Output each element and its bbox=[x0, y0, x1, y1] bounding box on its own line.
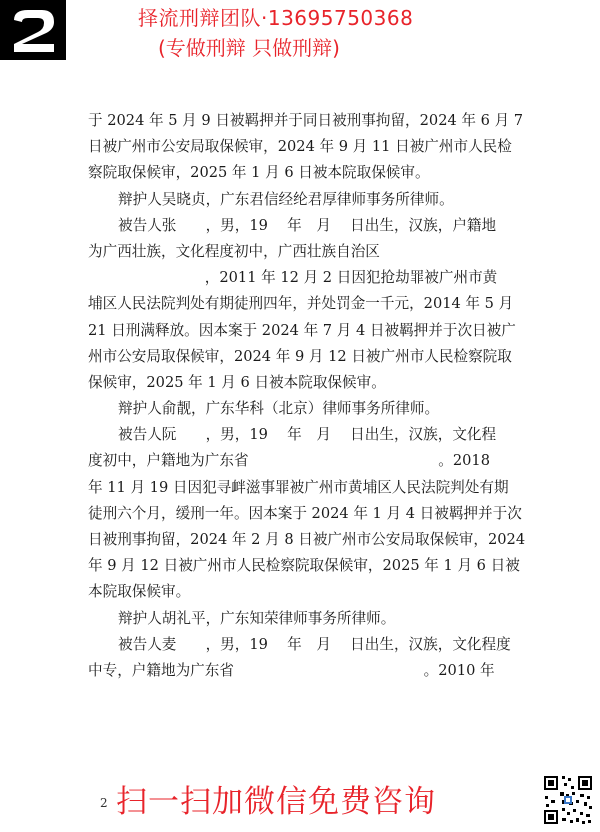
text-line: 埔区人民法院判处有期徒刑四年，并处罚金一千元，2014 年 5 月 bbox=[88, 295, 514, 313]
paragraph-start-line: 辩护人胡礼平，广东知荣律师事务所律师。 bbox=[118, 609, 396, 627]
text-line: 度初中，户籍地为广东省 。2018 bbox=[88, 452, 490, 470]
text-line: 日被广州市公安局取保候审，2024 年 9 月 11 日被广州市人民检 bbox=[88, 138, 512, 156]
paragraph-start-line: 被告人阮 ，男，19 年 月 日出生，汉族，文化程 bbox=[118, 426, 497, 444]
header-slogan: (专做刑辩 只做刑辩) bbox=[158, 36, 340, 60]
text-line: 年 9 月 12 日被广州市人民检察院取保候审，2025 年 1 月 6 日被 bbox=[88, 557, 520, 575]
text-line: 于 2024 年 5 月 9 日被羁押并于同日被刑事拘留，2024 年 6 月 7 bbox=[88, 112, 524, 129]
text-line: 徒刑六个月，缓刑一年。因本案于 2024 年 1 月 4 日被羁押并于次 bbox=[88, 504, 522, 522]
brand-logo bbox=[0, 0, 66, 60]
text-line: ，2011 年 12 月 2 日因犯抢劫罪被广州市黄 bbox=[88, 269, 498, 287]
text-line: 日被刑事拘留，2024 年 2 月 8 日被广州市公安局取保候审，2024 bbox=[88, 531, 526, 548]
paragraph-start-line: 辩护人吴晓贞，广东君信经纶君厚律师事务所律师。 bbox=[118, 190, 454, 208]
paragraph-start-line: 辩护人俞靓，广东华科（北京）律师事务所律师。 bbox=[118, 400, 440, 418]
text-line: 州市公安局取保候审，2024 年 9 月 12 日被广州市人民检察院取 bbox=[88, 347, 512, 365]
text-line: 年 11 月 19 日因犯寻衅滋事罪被广州市黄埔区人民法院判处有期 bbox=[88, 478, 509, 496]
paragraph-start-line: 被告人张 ，男，19 年 月 日出生，汉族，户籍地 bbox=[118, 216, 497, 234]
text-line: 察院取保候审，2025 年 1 月 6 日被本院取保候审。 bbox=[88, 164, 430, 182]
page-number: 2 bbox=[100, 796, 108, 810]
text-line: 为广西壮族，文化程度初中，广西壮族自治区 bbox=[88, 242, 380, 260]
text-line: 保候审，2025 年 1 月 6 日被本院取保候审。 bbox=[88, 373, 386, 391]
document-body bbox=[88, 108, 548, 684]
text-line: 中专，户籍地为广东省 。2010 年 bbox=[88, 661, 495, 679]
qr-code-icon bbox=[542, 774, 594, 826]
text-line: 本院取保候审。 bbox=[88, 583, 191, 601]
paragraph-start-line: 被告人麦 ，男，19 年 月 日出生，汉族，文化程度 bbox=[118, 635, 511, 653]
logo-mark-icon bbox=[0, 0, 66, 60]
footer-call-to-action: 扫一扫加微信免费咨询 bbox=[116, 784, 436, 820]
header-contact-line: 择流刑辩团队·13695750368 bbox=[138, 6, 414, 30]
text-line: 21 日刑满释放。因本案于 2024 年 7 月 4 日被羁押并于次日被广 bbox=[88, 321, 516, 339]
